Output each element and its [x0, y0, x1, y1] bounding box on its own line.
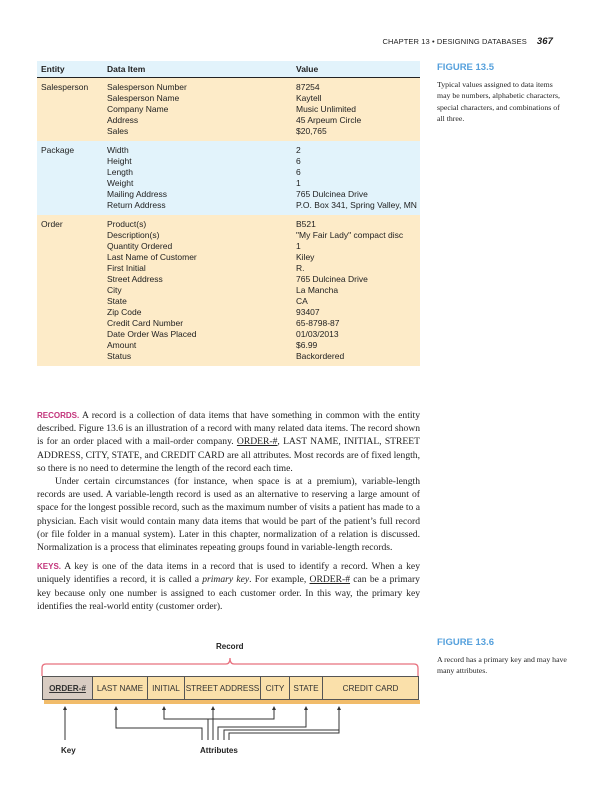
record-field-key: ORDER-# — [42, 676, 93, 700]
data-value: Kiley — [296, 252, 315, 262]
attributes-label: Attributes — [200, 746, 238, 755]
key-term: ORDER-# — [236, 436, 278, 448]
entity-group — [37, 141, 420, 215]
text: , LAST NAME, INITIAL, STREET ADDRESS, CITY, STATE, and CREDIT CARD are all attributes. Most records are of fixed length, so there is no need to determine the length of the record each time. — [37, 436, 421, 474]
data-value: 93407 — [296, 307, 320, 317]
data-item: Credit Card Number — [107, 318, 184, 328]
data-value: 6 — [296, 156, 301, 166]
text: A record is a collection of data items that have something in common with the entity described. Figure 13.6 is an illustration of a record with many related data items. The record shown is for an order placed with a mail-order company. — [37, 410, 420, 448]
arrowheads — [63, 706, 341, 710]
text: can be a primary key because only one number is assigned to each customer order. In this way, the primary key identifies the real-world entity (customer order). — [37, 574, 420, 612]
header-data-item: Data Item — [107, 64, 146, 74]
header-entity: Entity — [41, 64, 65, 74]
data-item: Date Order Was Placed — [107, 329, 197, 339]
data-value: 765 Dulcinea Drive — [296, 189, 368, 199]
key-term: ORDER-# — [309, 574, 351, 586]
entity-name: Order — [41, 219, 63, 229]
data-item: Weight — [107, 178, 134, 188]
data-value: 01/03/2013 — [296, 329, 339, 339]
data-item: Zip Code — [107, 307, 142, 317]
data-item: Amount — [107, 340, 137, 350]
caption-text: A record has a primary key and may have many attributes. — [437, 654, 567, 675]
data-value: $20,765 — [296, 126, 327, 136]
keys-heading: KEYS. — [37, 562, 62, 572]
data-item: City — [107, 285, 122, 295]
figure-13-6-caption — [437, 637, 567, 677]
data-item: Salesperson Number — [107, 82, 187, 92]
records-heading: RECORDS. — [37, 411, 80, 420]
data-item: Status — [107, 351, 132, 361]
data-item: Street Address — [107, 274, 163, 284]
data-value: $6.99 — [296, 340, 318, 350]
records-paragraph — [37, 409, 420, 475]
data-value: Backordered — [296, 351, 345, 361]
table-header — [37, 61, 420, 78]
data-item: Description(s) — [107, 230, 160, 240]
data-item: State — [107, 296, 127, 306]
record-field: INITIAL — [147, 676, 185, 700]
record-field: CITY — [260, 676, 290, 700]
figure-13-5-caption — [437, 62, 567, 125]
data-item: Last Name of Customer — [107, 252, 197, 262]
data-value: 87254 — [296, 82, 320, 92]
arrows — [65, 708, 339, 740]
data-value: R. — [296, 263, 305, 273]
data-item: Height — [107, 156, 132, 166]
data-value: Kaytell — [296, 93, 322, 103]
figure-13-6-diagram — [0, 630, 430, 760]
data-value: B521 — [296, 219, 316, 229]
page-number: 367 — [536, 36, 553, 47]
figure-13-5-table — [37, 61, 420, 366]
data-item: Sales — [107, 126, 129, 136]
record-field: STATE — [289, 676, 323, 700]
data-item: Width — [107, 145, 129, 155]
keys-paragraph — [37, 560, 420, 613]
data-item: Length — [107, 167, 133, 177]
record-field: LAST NAME — [92, 676, 148, 700]
entity-group — [37, 215, 420, 366]
body-text — [37, 409, 420, 613]
data-value: Music Unlimited — [296, 104, 356, 114]
data-item: Mailing Address — [107, 189, 168, 199]
data-item: Quantity Ordered — [107, 241, 173, 251]
text: . For example, — [249, 574, 310, 586]
header-value: Value — [296, 64, 319, 74]
data-value: 2 — [296, 145, 301, 155]
record-label: Record — [216, 642, 244, 651]
record-brace — [42, 658, 418, 676]
data-value: 1 — [296, 241, 301, 251]
key-label: Key — [61, 746, 76, 755]
data-item: Company Name — [107, 104, 169, 114]
entity-name: Salesperson — [41, 82, 89, 92]
data-value: 65-8798-87 — [296, 318, 340, 328]
figure-label: FIGURE 13.5 — [437, 62, 495, 73]
record-field: STREET ADDRESS — [184, 676, 261, 700]
data-value: 765 Dulcinea Drive — [296, 274, 368, 284]
data-item: Product(s) — [107, 219, 147, 229]
data-value: "My Fair Lady" compact disc — [296, 230, 404, 240]
data-value: CA — [296, 296, 308, 306]
data-item: Return Address — [107, 200, 166, 210]
box-shadow — [44, 700, 420, 704]
running-head — [383, 36, 554, 47]
data-item: Salesperson Name — [107, 93, 180, 103]
data-value: 6 — [296, 167, 301, 177]
figure-label: FIGURE 13.6 — [437, 637, 495, 648]
entity-group — [37, 78, 420, 141]
variable-length-paragraph: Under certain circumstances (for instance, when space is at a premium), variable-length records are used. A variable-length record is used as an alternative to reserving a large amount of space for the longest possible record, such as the maximum number of visits a patient has made to a physician. Each visit would contain many data items that would be part of the patient’s full record (or file folder in a manual system). Later in this chapter, normalization of a relation is discussed. Normalization is a process that eliminates repeating groups found in variable-length records. — [37, 476, 420, 554]
data-value: P.O. Box 341, Spring Valley, MN — [296, 200, 417, 210]
data-item: First Initial — [107, 263, 146, 273]
record-field: CREDIT CARD — [322, 676, 419, 700]
caption-text: Typical values assigned to data items may be numbers, alphabetic characters, special characters, and combinations of all three. — [437, 79, 560, 123]
data-value: 1 — [296, 178, 301, 188]
data-item: Address — [107, 115, 139, 125]
data-value: 45 Arpeum Circle — [296, 115, 362, 125]
chapter-title: CHAPTER 13 • DESIGNING DATABASES — [382, 37, 527, 46]
data-value: La Mancha — [296, 285, 339, 295]
text: A key is one of the data items in a record that is used to identify a record. When a key uniquely identifies a record, it is called a — [37, 561, 420, 586]
primary-key-term: primary key — [202, 574, 250, 586]
entity-name: Package — [41, 145, 75, 155]
